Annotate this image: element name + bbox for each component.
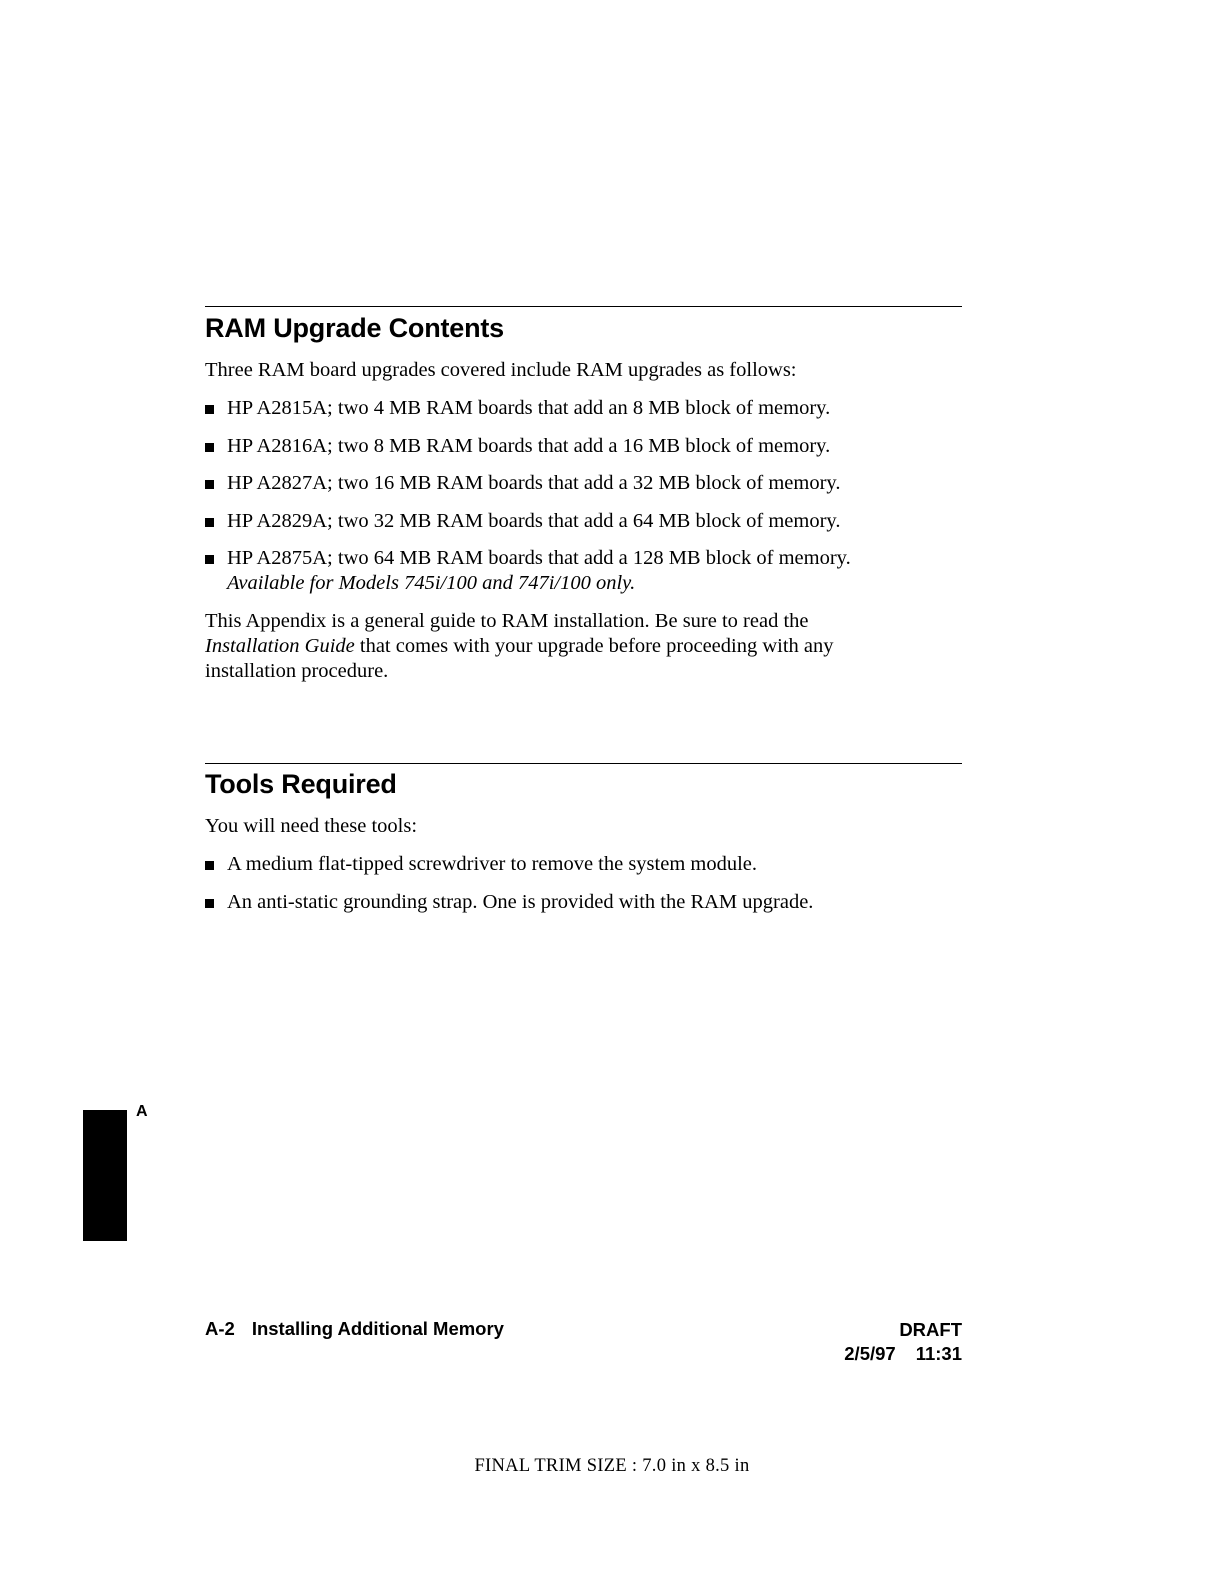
section-rule-tools [205,763,962,764]
list-item [205,396,851,421]
ram-upgrade-list [205,396,851,596]
installation-guide-title: Installation Guide [205,635,355,657]
appendix-guide-paragraph [205,609,965,684]
appendix-tab-letter: A [136,1103,148,1120]
list-item [205,546,851,596]
square-bullet-icon [205,405,214,414]
square-bullet-icon [205,899,214,908]
guide-line-1: This Appendix is a general guide to RAM installation. Be sure to read the [205,610,809,632]
tools-intro-paragraph: You will need these tools: [205,815,418,837]
square-bullet-icon [205,861,214,870]
list-item-text: A medium flat-tipped screwdriver to remove the system module. [227,853,758,875]
list-item-text: HP A2827A; two 16 MB RAM boards that add a 32 MB block of memory. [227,472,841,494]
guide-line-3: installation procedure. [205,660,389,682]
square-bullet-icon [205,480,214,489]
model-availability-note: Available for Models 745i/100 and 747i/100 only. [227,572,636,594]
list-item-text: An anti-static grounding strap. One is provided with the RAM upgrade. [227,890,814,913]
ram-intro-paragraph: Three RAM board upgrades covered include RAM upgrades as follows: [205,359,797,381]
draft-timestamp [844,1342,962,1366]
trim-size-note: FINAL TRIM SIZE : 7.0 in x 8.5 in [474,1456,750,1476]
list-item [205,509,851,534]
tools-list [205,852,813,915]
square-bullet-icon [205,443,214,452]
list-item [205,890,813,915]
list-item-text: HP A2875A; two 64 MB RAM boards that add a 128 MB block of memory. [227,547,851,569]
list-item-text: HP A2829A; two 32 MB RAM boards that add a 64 MB block of memory. [227,509,841,532]
page-footer-right [844,1318,962,1366]
list-item-text: HP A2816A; two 8 MB RAM boards that add a 16 MB block of memory. [227,434,831,457]
draft-time: 11:31 [915,1343,962,1364]
page-footer-left [205,1318,504,1340]
list-item [205,852,813,877]
list-item [205,471,851,496]
draft-date: 2/5/97 [844,1343,896,1364]
square-bullet-icon [205,555,214,564]
chapter-title: Installing Additional Memory [251,1318,504,1339]
square-bullet-icon [205,518,214,527]
page-number: A-2 [205,1318,235,1339]
list-item-text: HP A2815A; two 4 MB RAM boards that add an 8 MB block of memory. [227,397,831,419]
section-rule-ram [205,306,962,307]
appendix-thumb-tab [83,1110,127,1241]
heading-ram-upgrade-contents: RAM Upgrade Contents [205,313,504,343]
list-item [205,434,851,459]
draft-label: DRAFT [899,1319,962,1340]
heading-tools-required: Tools Required [205,769,397,799]
guide-line-2: that comes with your upgrade before proceeding with any [354,635,834,657]
